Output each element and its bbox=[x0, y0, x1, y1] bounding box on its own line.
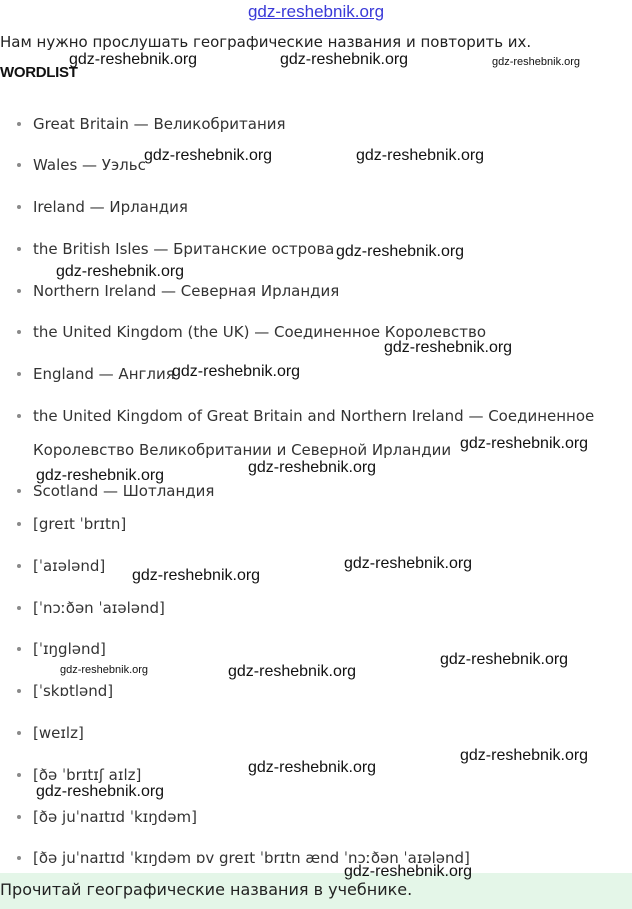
list-item: [ˈaɪələnd] bbox=[33, 549, 613, 583]
watermark: gdz-reshebnik.org bbox=[248, 759, 377, 776]
watermark: gdz-reshebnik.org bbox=[280, 51, 409, 68]
list-item: Great Britain — Великобритания bbox=[33, 107, 613, 141]
watermark: gdz-reshebnik.org bbox=[492, 56, 581, 68]
watermark: gdz-reshebnik.org bbox=[60, 664, 149, 676]
list-item: Wales — Уэльс bbox=[33, 148, 613, 182]
watermark: gdz-reshebnik.org bbox=[460, 435, 589, 452]
list-item: [ˈnɔːðən ˈaɪələnd] bbox=[33, 591, 613, 625]
list-item: the United Kingdom of Great Britain and Northern Ireland — Соединенное Королевство Великобритании и Северной Ирландии bbox=[33, 399, 613, 467]
watermark: gdz-reshebnik.org bbox=[228, 663, 357, 680]
watermark: gdz-reshebnik.org bbox=[172, 363, 301, 380]
list-item: Northern Ireland — Северная Ирландия bbox=[33, 274, 613, 308]
list-item: [ðə juˈnaɪtɪd ˈkɪŋdəm] bbox=[33, 800, 613, 834]
intro-text: Нам нужно прослушать географические названия и повторить их. bbox=[0, 33, 532, 51]
watermark: gdz-reshebnik.org bbox=[144, 147, 273, 164]
list-item: [ˈɪŋglənd] bbox=[33, 632, 613, 666]
list-item: [ðə ˈbrɪtɪʃ aɪlz] bbox=[33, 758, 613, 792]
list-item: the United Kingdom (the UK) — Соединенное Королевство bbox=[33, 315, 613, 349]
list-item: [ˈskɒtlənd] bbox=[33, 674, 613, 708]
list-item: [greɪt ˈbrɪtn] bbox=[33, 507, 613, 541]
watermark: gdz-reshebnik.org bbox=[69, 51, 198, 68]
list-item: England — Англия bbox=[33, 357, 613, 391]
watermark: gdz-reshebnik.org bbox=[344, 863, 473, 880]
watermark: gdz-reshebnik.org bbox=[440, 651, 569, 668]
watermark: gdz-reshebnik.org bbox=[336, 243, 465, 260]
watermark: gdz-reshebnik.org bbox=[460, 747, 589, 764]
watermark: gdz-reshebnik.org bbox=[356, 147, 485, 164]
footer-text: Прочитай географические названия в учебнике. bbox=[0, 880, 413, 899]
watermark: gdz-reshebnik.org bbox=[384, 339, 513, 356]
watermark: gdz-reshebnik.org bbox=[36, 467, 165, 484]
watermark: gdz-reshebnik.org bbox=[248, 459, 377, 476]
site-link[interactable]: gdz-reshebnik.org bbox=[247, 2, 385, 21]
list-item: [weɪlz] bbox=[33, 716, 613, 750]
list-item: the British Isles — Британские острова bbox=[33, 232, 613, 266]
footer-bar bbox=[0, 873, 632, 909]
watermark: gdz-reshebnik.org bbox=[56, 263, 185, 280]
list-item: Ireland — Ирландия bbox=[33, 190, 613, 224]
wordlist-heading: WORDLIST bbox=[0, 64, 78, 81]
watermark: gdz-reshebnik.org bbox=[36, 783, 165, 800]
watermark: gdz-reshebnik.org bbox=[132, 567, 261, 584]
watermark: gdz-reshebnik.org bbox=[344, 555, 473, 572]
list-item: Scotland — Шотландия bbox=[33, 474, 613, 508]
list-item: [ðə juˈnaɪtɪd ˈkɪŋdəm ɒv greɪt ˈbrɪtn ænd ˈnɔːðən ˈaɪələnd] bbox=[33, 841, 613, 875]
